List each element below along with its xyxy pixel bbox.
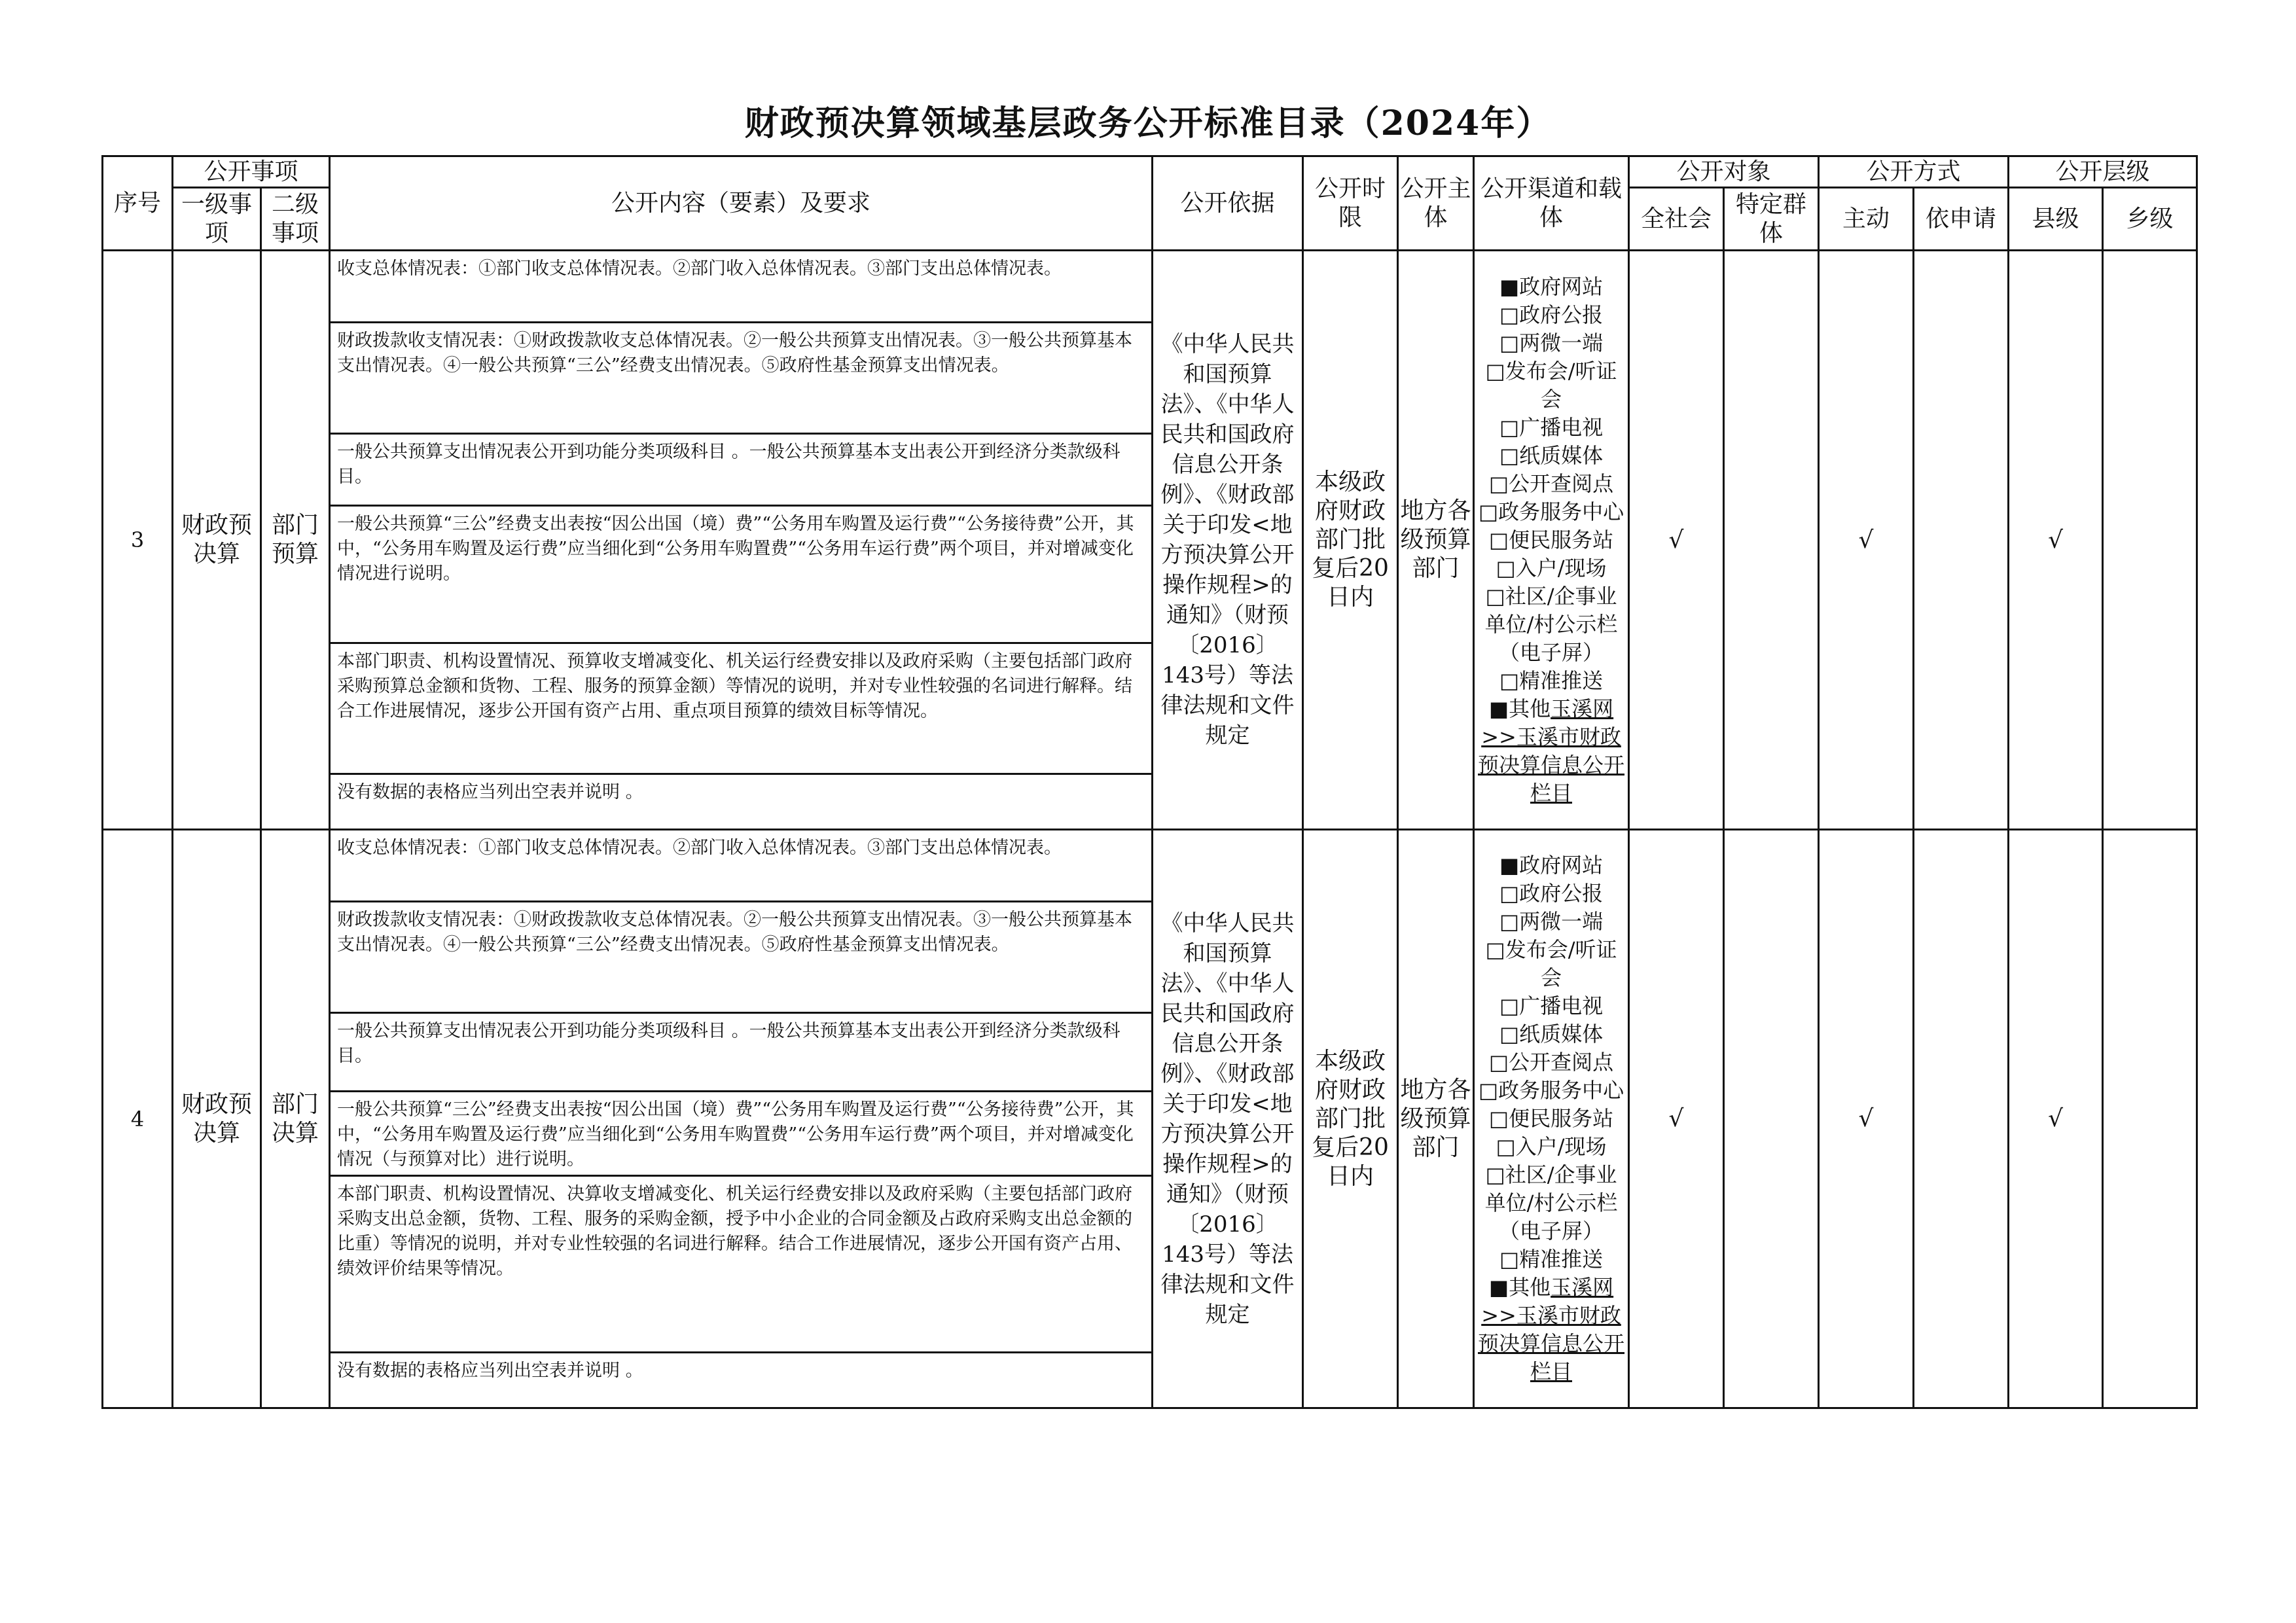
level-town-check [2103,830,2197,1408]
requirement-item: 一般公共预算“三公”经费支出表按“因公出国（境）费”“公务用车购置及运行费”“公务接待费”公开，其中，“公务用车购置及运行费”应当细化到“公务用车购置费”“公务用车运行费”两个项目，并对增减变化情况进行说明。 [330,506,1153,643]
header-subject: 公开主体 [1398,156,1474,251]
channel-item: □社区/企事业单位/村公示栏（电子屏） [1484,583,1618,665]
channel-item: □精准推送 [1499,668,1604,693]
header-content: 公开内容（要素）及要求 [330,156,1153,251]
channel-item: □政府公报 [1499,881,1604,906]
channel-item: ■政府网站 [1499,853,1604,878]
header-channel: 公开渠道和载体 [1474,156,1629,251]
header-time-limit: 公开时限 [1303,156,1398,251]
table-row [103,830,2197,902]
level2-cell: 部门预算 [261,251,330,830]
channel-item: □发布会/听证会 [1485,937,1617,990]
header-level-town: 乡级 [2103,188,2197,251]
channel-other-prefix: ■其他 [1488,1275,1551,1300]
channel-item: □入户/现场 [1496,555,1607,580]
level-county-check: √ [2009,251,2103,830]
requirement-item: 没有数据的表格应当列出空表并说明 。 [330,774,1153,830]
channel-cell [1474,830,1629,1408]
channel-other-link[interactable]: 玉溪网>>玉溪市财政预决算信息公开栏目 [1478,696,1625,806]
basis-cell: 《中华人民共和国预算法》、《中华人民共和国政府信息公开条例》、《财政部关于印发<地方预决算公开操作规程>的通知》（财预〔2016〕143号）等法律法规和文件规定 [1153,830,1303,1408]
header-mode-group: 公开方式 [1819,156,2009,188]
requirement-item: 本部门职责、机构设置情况、决算收支增减变化、机关运行经费安排以及政府采购（主要包括部门政府采购支出总金额，货物、工程、服务的采购金额，授予中小企业的合同金额及占政府采购支出总金额的比重）等情况的说明，并对专业性较强的名词进行解释。结合工作进展情况，逐步公开国有资产占用、绩效评价结果等情况。 [330,1176,1153,1353]
channel-other [1477,695,1625,808]
requirement-item: 收支总体情况表：①部门收支总体情况表。②部门收入总体情况表。③部门支出总体情况表。 [330,251,1153,323]
channel-item: □公开查阅点 [1488,471,1614,496]
channel-item: □纸质媒体 [1499,442,1604,468]
requirement-item: 一般公共预算支出情况表公开到功能分类项级科目 。一般公共预算基本支出表公开到经济分类款级科目。 [330,1013,1153,1092]
channel-item: □发布会/听证会 [1485,358,1617,412]
channel-item: □便民服务站 [1488,1106,1614,1131]
channel-item: □精准推送 [1499,1247,1604,1272]
channel-other-prefix: ■其他 [1488,696,1551,721]
table-row [103,251,2197,323]
channel-other [1477,1274,1625,1386]
header-target-specific: 特定群体 [1724,188,1819,251]
requirement-item: 收支总体情况表：①部门收支总体情况表。②部门收入总体情况表。③部门支出总体情况表。 [330,830,1153,902]
target-all-check: √ [1629,830,1724,1408]
channel-item: □广播电视 [1499,414,1604,440]
channel-item: ■政府网站 [1499,274,1604,299]
requirement-item: 一般公共预算“三公”经费支出表按“因公出国（境）费”“公务用车购置及运行费”“公务接待费”公开，其中，“公务用车购置及运行费”应当细化到“公务用车购置费”“公务用车运行费”两个项目，并对增减变化情况（与预算对比）进行说明。 [330,1092,1153,1176]
header-level1: 一级事项 [173,188,261,251]
seq-cell: 4 [103,830,173,1408]
level-town-check [2103,251,2197,830]
mode-request-check [1914,251,2009,830]
channel-item: □入户/现场 [1496,1134,1607,1159]
header-mode-active: 主动 [1819,188,1914,251]
mode-request-check [1914,830,2009,1408]
page-title: 财政预决算领域基层政务公开标准目录（2024年） [744,103,1552,143]
level1-cell: 财政预决算 [173,251,261,830]
header-basis: 公开依据 [1153,156,1303,251]
header-seq: 序号 [103,156,173,251]
channel-item: □政府公报 [1499,302,1604,327]
header-level-group: 公开层级 [2009,156,2197,188]
channel-item: □便民服务站 [1488,527,1614,552]
level-county-check: √ [2009,830,2103,1408]
channel-item: □纸质媒体 [1499,1022,1604,1046]
requirement-item: 财政拨款收支情况表：①财政拨款收支总体情况表。②一般公共预算支出情况表。③一般公共预算基本支出情况表。④一般公共预算“三公”经费支出情况表。⑤政府性基金预算支出情况表。 [330,902,1153,1013]
channel-item: □公开查阅点 [1488,1050,1614,1075]
level1-cell: 财政预决算 [173,830,261,1408]
requirement-item: 没有数据的表格应当列出空表并说明 。 [330,1353,1153,1408]
target-specific-check [1724,830,1819,1408]
disclosure-table [101,155,2198,1409]
mode-active-check: √ [1819,830,1914,1408]
channel-item: □两微一端 [1499,909,1604,934]
channel-item: □两微一端 [1499,330,1604,355]
channel-item: □政务服务中心 [1478,499,1624,524]
channel-cell [1474,251,1629,830]
seq-cell: 3 [103,251,173,830]
channel-item: □广播电视 [1499,993,1604,1018]
header-item-group: 公开事项 [173,156,330,188]
header-target-group: 公开对象 [1629,156,1819,188]
time-limit-cell: 本级政府财政部门批复后20日内 [1303,830,1398,1408]
basis-cell: 《中华人民共和国预算法》、《中华人民共和国政府信息公开条例》、《财政部关于印发<地方预决算公开操作规程>的通知》（财预〔2016〕143号）等法律法规和文件规定 [1153,251,1303,830]
channel-other-link[interactable]: 玉溪网>>玉溪市财政预决算信息公开栏目 [1478,1275,1625,1384]
requirement-item: 财政拨款收支情况表：①财政拨款收支总体情况表。②一般公共预算支出情况表。③一般公共预算基本支出情况表。④一般公共预算“三公”经费支出情况表。⑤政府性基金预算支出情况表。 [330,323,1153,434]
target-all-check: √ [1629,251,1724,830]
requirement-item: 一般公共预算支出情况表公开到功能分类项级科目 。一般公共预算基本支出表公开到经济分类款级科目。 [330,434,1153,506]
header-mode-request: 依申请 [1914,188,2009,251]
time-limit-cell: 本级政府财政部门批复后20日内 [1303,251,1398,830]
header-target-all: 全社会 [1629,188,1724,251]
subject-cell: 地方各级预算部门 [1398,251,1474,830]
level2-cell: 部门决算 [261,830,330,1408]
target-specific-check [1724,251,1819,830]
header-level2: 二级事项 [261,188,330,251]
header-level-county: 县级 [2009,188,2103,251]
channel-item: □政务服务中心 [1478,1078,1624,1103]
subject-cell: 地方各级预算部门 [1398,830,1474,1408]
channel-item: □社区/企事业单位/村公示栏（电子屏） [1484,1162,1618,1243]
requirement-item: 本部门职责、机构设置情况、预算收支增减变化、机关运行经费安排以及政府采购（主要包括部门政府采购预算总金额和货物、工程、服务的预算金额）等情况的说明，并对专业性较强的名词进行解释。结合工作进展情况，逐步公开国有资产占用、重点项目预算的绩效目标等情况。 [330,643,1153,774]
mode-active-check: √ [1819,251,1914,830]
